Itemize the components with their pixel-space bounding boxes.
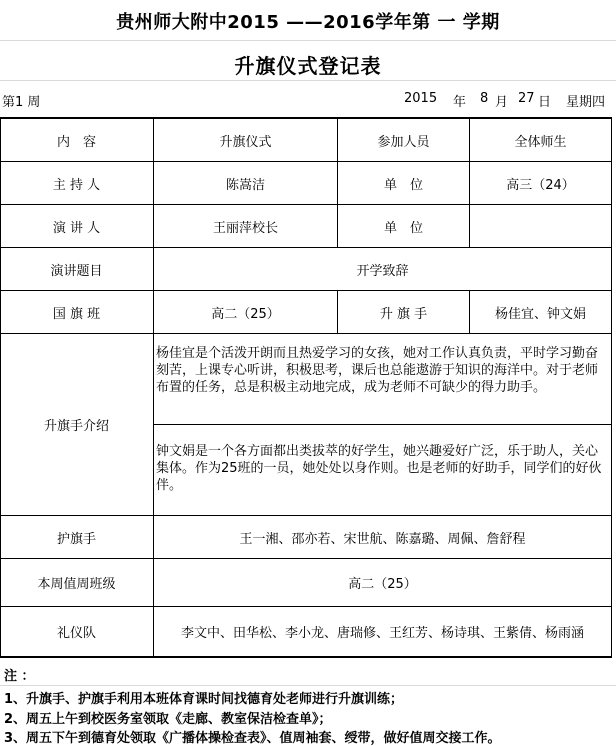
date-month-unit: 月 — [495, 95, 509, 110]
speaker-label: 演 讲 人 — [52, 220, 101, 236]
honor-guard-label: 礼仪队 — [56, 626, 96, 641]
date-weekday: 星期四 — [566, 95, 606, 110]
speaker-unit-label: 单 位 — [383, 220, 423, 236]
host-unit-value: 高三（24） — [506, 177, 575, 193]
flag-class-label: 国 旗 班 — [52, 306, 101, 322]
flag-raiser-value: 杨佳宜、钟文娟 — [494, 306, 586, 322]
note-item-1: 1、升旗手、护旗手利用本班体育课时间找德育处老师进行升旗训练； — [4, 692, 404, 707]
honor-guard-value: 李文中、田华松、李小龙、唐瑞修、王红芳、杨诗琪、王紫倩、杨雨涵 — [180, 626, 584, 641]
content-label: 内 容 — [56, 134, 96, 150]
guards-value: 王一湘、邵亦若、宋世航、陈嘉璐、周佩、詹舒程 — [239, 531, 526, 547]
host-value: 陈嵩洁 — [225, 177, 265, 193]
topic-label: 演讲题目 — [50, 263, 103, 279]
sheet-gridline — [0, 80, 616, 81]
host-label: 主 持 人 — [52, 177, 101, 193]
date-day-unit: 日 — [538, 95, 552, 110]
school-title: 贵州师大附中2015 ——2016学年第 一 学期 — [116, 12, 500, 33]
speaker-unit-value — [470, 205, 611, 247]
date-year-unit: 年 — [453, 95, 467, 110]
date-day: 27 — [518, 91, 535, 106]
flag-raiser-label: 升 旗 手 — [379, 306, 428, 322]
form-title: 升旗仪式登记表 — [234, 54, 382, 78]
notes-title: 注 ： — [4, 669, 35, 684]
guards-label: 护旗手 — [56, 531, 96, 547]
note-item-3: 3、周五下午到德育处领取《广播体操检查表》、值周袖套、绶带，做好值周交接工作。 — [4, 731, 501, 746]
sheet-gridline — [0, 40, 616, 41]
duty-class-label: 本周值周班级 — [37, 577, 116, 592]
duty-class-value: 高二（25） — [348, 577, 417, 592]
intro-paragraph-2: 钟文娟是一个各方面都出类拔萃的好学生，她兴趣爱好广泛，乐于助人，关心集体。作为25班的一员，她处处以身作则。也是老师的好助手，同学们的好伙伴。 — [156, 444, 602, 493]
host-unit-label: 单 位 — [383, 177, 423, 193]
topic-value: 开学致辞 — [356, 263, 409, 279]
participants-label: 参加人员 — [377, 134, 430, 150]
flag-class-value: 高二（25） — [211, 306, 280, 322]
intro-paragraph-1: 杨佳宜是个活泼开朗而且热爱学习的女孩，她对工作认真负责，平时学习勤奋刻苦，上课专心听讲，积极思考，课后也总能遨游于知识的海洋中。对于老师布置的任务，总是积极主动地完成，成为老师不可缺少的得力助手。 — [156, 346, 599, 395]
content-value: 升旗仪式 — [219, 134, 272, 150]
intro-label: 升旗手介绍 — [43, 419, 109, 434]
week-label: 第1 周 — [2, 95, 41, 110]
speaker-value: 王丽萍校长 — [212, 220, 278, 236]
date-year: 2015 — [404, 91, 438, 106]
date-month: 8 — [480, 91, 489, 106]
note-item-2: 2、周五上午到校医务室领取《走廊、教室保洁检查单》； — [4, 712, 332, 727]
participants-value: 全体师生 — [514, 134, 567, 150]
sheet-gridline — [0, 685, 616, 686]
